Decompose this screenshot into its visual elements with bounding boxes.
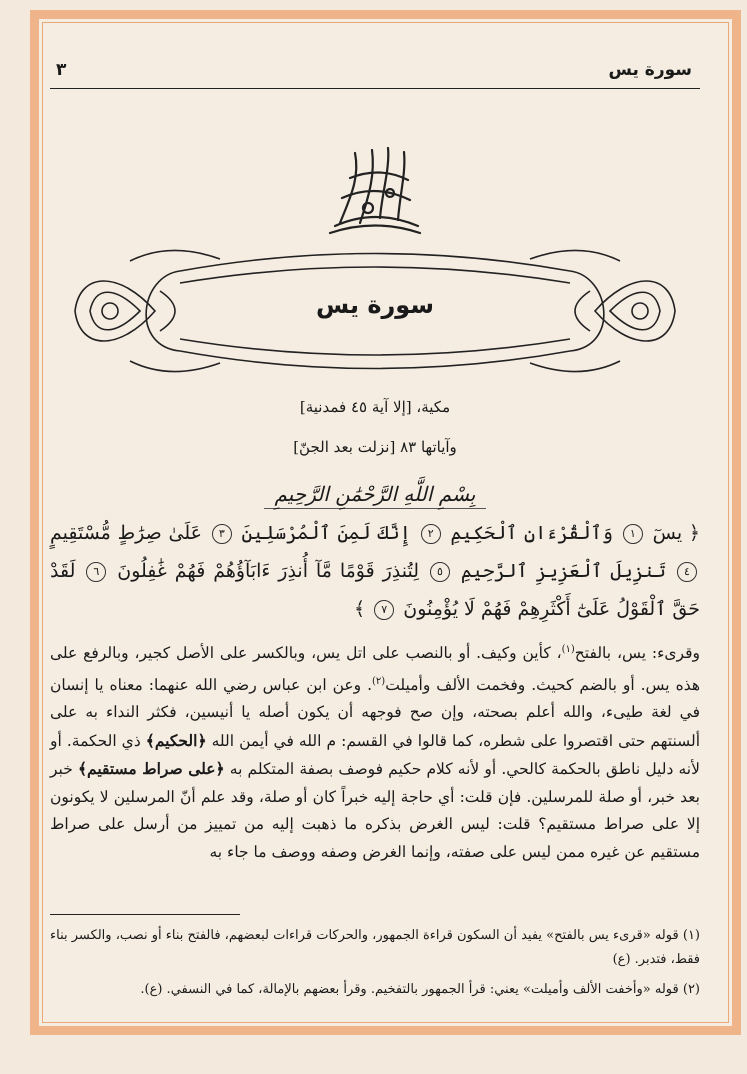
- basmala-calligraphy-icon: [320, 138, 430, 238]
- header-surah-title: سورة يس: [608, 60, 692, 80]
- commentary-text: . وعن ابن عباس رضي الله عنهما: معناه يا إنسان في لغة طيىء، والله أعلم بصحته، وإن صح فوجهه أن يكون أصله يا أنيسين، فكثر النداء به على ألسنتهم حتى اقتصروا على شطره، كما قالوا في القسم: م الله في أيمن الله: [50, 675, 700, 750]
- verse-text: لَقَدْ حَقَّ ٱلْقَوْلُ عَلَىٰٓ أَكْثَرِهِمْ فَهُمْ لَا يُؤْمِنُونَ: [50, 560, 700, 620]
- verse-number: ٢: [421, 524, 441, 544]
- verse-number: ٧: [374, 600, 394, 620]
- verse-text: عَلَىٰ صِرَٰطٍ مُّسْتَقِيمٍ: [50, 522, 203, 544]
- basmala-text: بِسْمِ اللَّهِ الرَّحْمَٰنِ الرَّحِيمِ: [264, 482, 485, 509]
- footnote-number: (١): [682, 928, 700, 943]
- commentary-paragraph: [50, 636, 700, 866]
- running-header: [50, 58, 700, 89]
- verse-number: ٤: [677, 562, 697, 582]
- basmala: [50, 482, 700, 506]
- quoted-term: ﴿على صراط مستقيم﴾: [77, 759, 225, 779]
- commentary-text: خبر بعد خبر، أو صلة للمرسلين. فإن قلت: أي حاجة إليه خبراً كان أو صلة، وقد علم أنّ المرسلين لا يكونون إلا على صراط مستقيم؟ قلت: ليس الغرض بذكره ما ذهبت إليه من تمييز من أرسل على صراط مستقيم عن غيره ممن ليس على صفته، وإنما الغرض وصفه ووصف ما جاء به: [50, 760, 700, 861]
- commentary: [50, 636, 700, 866]
- verse-text: يسٓ: [652, 522, 683, 544]
- footnote-ref-2[interactable]: (٢): [372, 675, 386, 687]
- verse-text: تَنزِيلَ ٱلْعَزِيزِ ٱلرَّحِيمِ: [460, 560, 667, 582]
- footnote-text: قوله «قرىء يس بالفتح» يفيد أن السكون قراءة الجمهور، والحركات قراءات لبعضهم، فالفتح بناء أو نصب، والكسر بناء فقط، فتدبر. (ع): [50, 928, 700, 967]
- footnote: [50, 924, 700, 972]
- verse-number: ١: [623, 524, 643, 544]
- footnote-text: قوله «وأخفت الألف وأميلت» يعني: قرأ الجمهور بالتفخيم. وقرأ بعضهم بالإمالة، كما في النسفي. (ع).: [140, 982, 679, 997]
- surah-title: سورة يس: [316, 291, 434, 319]
- book-page: [50, 26, 700, 1006]
- footnote-number: (٢): [682, 982, 700, 997]
- verse-text: إِنَّكَ لَمِنَ ٱلْمُرْسَلِينَ: [241, 522, 411, 544]
- verse-number: ٦: [86, 562, 106, 582]
- verse-text: لِتُنذِرَ قَوْمًا مَّآ أُنذِرَ ءَابَآؤُهُمْ فَهُمْ غَٰفِلُونَ: [117, 560, 420, 582]
- verse-number: ٣: [212, 524, 232, 544]
- commentary-text: ، كأين وكيف. أو بالنصب على اتل يس، وبالكسر على الأصل كجير، وبالرفع على هذه يس. أو بالضم كحيث. وفخمت الألف وأميلت: [50, 644, 700, 694]
- footnote-ref-1[interactable]: (١): [561, 644, 575, 655]
- verse-number: ٥: [430, 562, 450, 582]
- quran-close-bracket: ﴾: [354, 598, 366, 620]
- footnotes: [50, 924, 700, 1008]
- footnote: [50, 978, 700, 1002]
- surah-meta-line-2: وآياتها ٨٣ [نزلت بعد الجنّ]: [293, 438, 457, 456]
- quran-verses: [50, 514, 700, 628]
- commentary-text: وقرىء: يس، بالفتح: [574, 644, 700, 663]
- verse-text: وَٱلْقُرْءَانِ ٱلْحَكِيمِ: [450, 522, 614, 544]
- quran-open-bracket: ﴿: [688, 522, 701, 544]
- surah-meta-line-1: مكية، [إلا آية ٤٥ فمدنية]: [299, 398, 451, 416]
- header-page-number: ٣: [56, 60, 67, 80]
- commentary-text: ذي الحكمة. أو لأنه دليل ناطق بالحكمة كالحي. أو لأنه كلام حكيم فوصف بصفة المتكلم به: [50, 731, 700, 779]
- quoted-term: ﴿الحكيم﴾: [145, 730, 207, 750]
- footnote-divider: [50, 914, 240, 915]
